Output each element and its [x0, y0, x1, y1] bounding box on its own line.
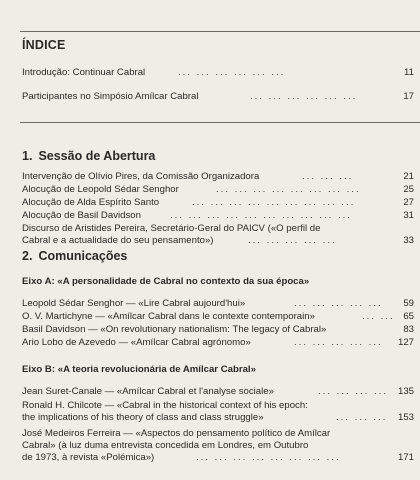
- axis-label: Eixo B:: [22, 364, 56, 375]
- toc-entry-senghor-alocucao: [22, 184, 414, 196]
- toc-entry-intro: [22, 67, 414, 79]
- page-number: 127: [397, 337, 414, 348]
- leader-dots: ... ... ... ... ... ...: [178, 67, 286, 78]
- entry-text: Alocução de Basil Davidson: [22, 210, 141, 221]
- page-number: 31: [403, 210, 414, 221]
- page-number: 11: [404, 67, 414, 78]
- mid-rule: [20, 122, 420, 123]
- page-number: 135: [397, 386, 414, 397]
- page-number: 83: [403, 324, 414, 335]
- axis-label: Eixo A:: [22, 276, 55, 287]
- toc-entry-alda: [22, 197, 414, 209]
- leader-dots: ... ... ... ... ...: [248, 235, 337, 246]
- entry-text: Alocução de Leopold Sédar Senghor: [22, 184, 179, 195]
- page-number: 33: [403, 235, 414, 246]
- page-number: 153: [397, 412, 414, 423]
- section-title: Comunicações: [38, 249, 128, 263]
- entry-text: Leopold Sédar Senghor — «Lire Cabral aujourd'hui»: [22, 298, 246, 309]
- leader-dots: ... ... ... ... ...: [294, 298, 383, 309]
- page-number: 17: [403, 91, 414, 102]
- toc-entry-aristides: [22, 223, 414, 249]
- entry-text: Intervenção de Olívio Pires, da Comissão Organizadora: [22, 171, 260, 182]
- toc-entry-participants: [22, 91, 414, 103]
- toc-entry-medeiros-ferreira: [22, 428, 414, 466]
- leader-dots: ... ...: [362, 311, 395, 322]
- page-title: ÍNDICE: [22, 38, 66, 52]
- entry-text: Introdução: Continuar Cabral: [22, 67, 146, 78]
- leader-dots: ... ... ... ... ... ...: [250, 91, 358, 102]
- axis-title: «A teoria revolucionária de Amílcar Cabral»: [57, 364, 256, 375]
- toc-entry-chilcote: [22, 400, 414, 426]
- section-heading-1: [22, 149, 155, 163]
- entry-text-line-1: José Medeiros Ferreira — «Aspectos do pensamento político de Amílcar: [22, 428, 331, 439]
- page-number: 171: [397, 452, 414, 463]
- leader-dots: ... ... ... ... ... ... ... ...: [216, 184, 361, 195]
- leader-dots: ... ... ... ... ... ... ... ... ...: [192, 197, 356, 208]
- toc-entry-suret-canale: [22, 386, 414, 398]
- axis-heading-a: [22, 276, 309, 287]
- entry-text-line-2: the implications of his theory of class and class struggle»: [22, 412, 264, 423]
- leader-dots: ... ... ...: [302, 171, 354, 182]
- top-rule: [20, 31, 420, 32]
- entry-text: Participantes no Simpósio Amílcar Cabral: [22, 91, 199, 102]
- page-number: 25: [403, 184, 414, 195]
- page-number: 21: [403, 171, 414, 182]
- toc-entry-davidson-alocucao: [22, 210, 414, 222]
- entry-text: Basil Davidson — «On revolutionary nationalism: The legacy of Cabral»: [22, 324, 327, 335]
- leader-dots: ... ... ...: [336, 412, 388, 423]
- entry-text: O. V. Martichyne — «Amílcar Cabral dans le contexte contemporain»: [22, 311, 315, 322]
- toc-entry-davidson-nationalism: [22, 324, 414, 336]
- page-number: 27: [403, 197, 414, 208]
- entry-text-line-1: Ronald H. Chilcote — «Cabral in the historical context of his epoch:: [22, 400, 308, 411]
- section-title: Sessão de Abertura: [38, 149, 156, 163]
- entry-text: Ario Lobo de Azevedo — «Amílcar Cabral agrónomo»: [22, 337, 251, 348]
- leader-dots: ... ... ... ... ... ... ... ... ... ...: [170, 210, 352, 221]
- leader-dots: ... ... ... ...: [318, 386, 388, 397]
- section-heading-2: [22, 249, 127, 263]
- axis-title: «A personalidade de Cabral no contexto da sua época»: [57, 276, 310, 287]
- entry-text: Jean Suret-Canale — «Amílcar Cabral et l'analyse sociale»: [22, 386, 274, 397]
- page-number: 59: [403, 298, 414, 309]
- entry-text-line-2: Cabral» (à luz duma entrevista concedida em Londres, em Outubro: [22, 440, 309, 451]
- toc-entry-azevedo: [22, 337, 414, 349]
- axis-heading-b: [22, 364, 256, 375]
- section-number: 2.: [22, 249, 33, 263]
- leader-dots: ... ... ... ... ...: [294, 337, 383, 348]
- entry-text-line-2: Cabral e a actualidade do seu pensamento»): [22, 235, 214, 246]
- leader-dots: ... ... ... ... ... ... ... ...: [196, 452, 341, 463]
- page-number: 65: [403, 311, 414, 322]
- section-number: 1.: [22, 149, 33, 163]
- toc-entry-martichyne: [22, 311, 414, 323]
- entry-text: Alocução de Alda Espírito Santo: [22, 197, 160, 208]
- entry-text-line-1: Discurso de Aristides Pereira, Secretário-Geral do PAICV («O perfil de: [22, 223, 321, 234]
- entry-text-line-3: de 1973, à revista «Polémica»): [22, 452, 155, 463]
- toc-entry-olivio: [22, 171, 414, 183]
- toc-entry-senghor-lire: [22, 298, 414, 310]
